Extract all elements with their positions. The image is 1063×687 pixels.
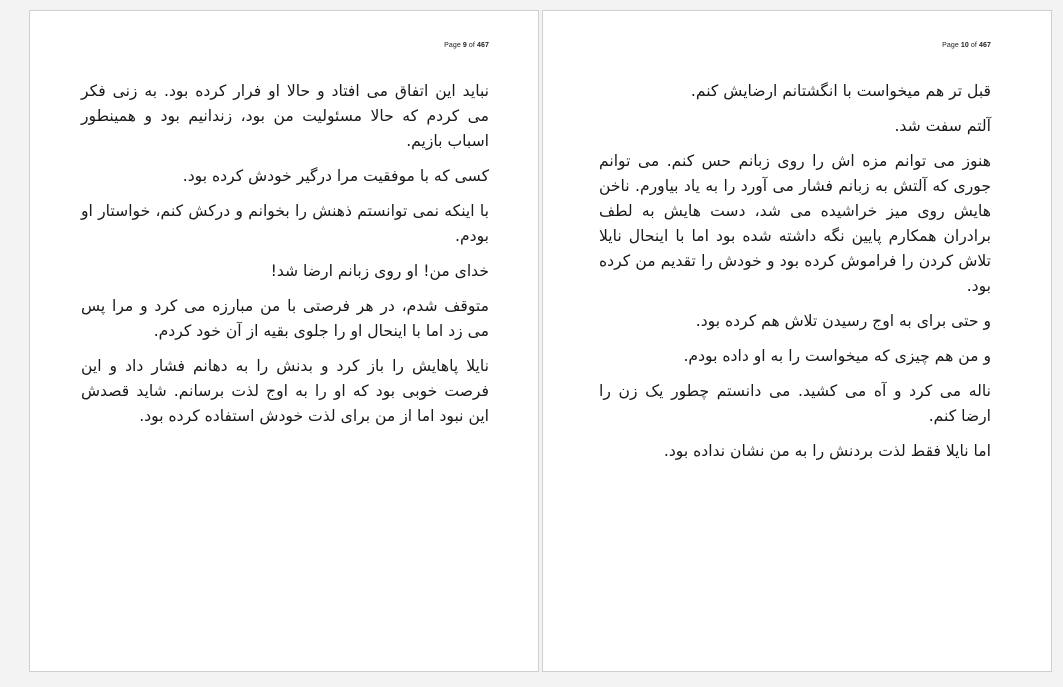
page-body [81,79,489,439]
paragraph: نباید این اتفاق می افتاد و حالا او فرار کرده بود. به زنی فکر می کردم که حالا مسئولیت من بود، زندانیم بود و همینطور اسباب بازیم. [81,82,489,150]
paragraph: کسی که با موفقیت مرا درگیر خودش کرده بود. [182,167,489,185]
paragraph: خدای من! او روی زبانم ارضا شد! [270,262,489,280]
paragraph: و من هم چیزی که میخواست را به او داده بودم. [683,347,991,365]
paragraph: متوقف شدم، در هر فرصتی با من مبارزه می کرد و مرا پس می زد اما با اینحال او را جلوی بقیه از آن خود کردم. [81,297,489,340]
paragraph: هنوز می توانم مزه اش را روی زبانم حس کنم. می توانم جوری که آلتش به زبانم فشار می آورد را به یاد بیاورم. ناخن هایش روی میز خراشیده می شد، دست هایش به لطف برادران همکارم پایین نگه داشته شده بود اما با اینحال نایلا تلاش کردن را فراموش کرده بود و خودش را تقدیم من کرده بود. [599,152,991,295]
paragraph: و حتی برای به اوج رسیدن تلاش هم کرده بود. [695,312,991,330]
paragraph: اما نایلا فقط لذت بردنش را به من نشان نداده بود. [663,442,991,460]
paragraph: با اینکه نمی توانستم ذهنش را بخوانم و درکش کنم، خواستار او بودم. [81,202,489,245]
page-body [599,79,991,474]
page-9 [29,10,539,672]
paragraph: نایلا پاهایش را باز کرد و بدنش را به دهانم فشار داد و این فرصت خوبی بود که او را به اوج لذت برسانم. شاید قصدش این نبود اما از من برای لذت خودش استفاده کرده بود. [81,357,489,425]
page-number: Page 10 of 467 [942,42,991,49]
paragraph: ناله می کرد و آه می کشید. می دانستم چطور یک زن را ارضا کنم. [599,382,991,425]
page-number: Page 9 of 467 [444,42,489,49]
paragraph: قبل تر هم میخواست با انگشتانم ارضایش کنم. [690,82,991,100]
paragraph: آلتم سفت شد. [894,117,991,135]
page-10 [542,10,1052,672]
